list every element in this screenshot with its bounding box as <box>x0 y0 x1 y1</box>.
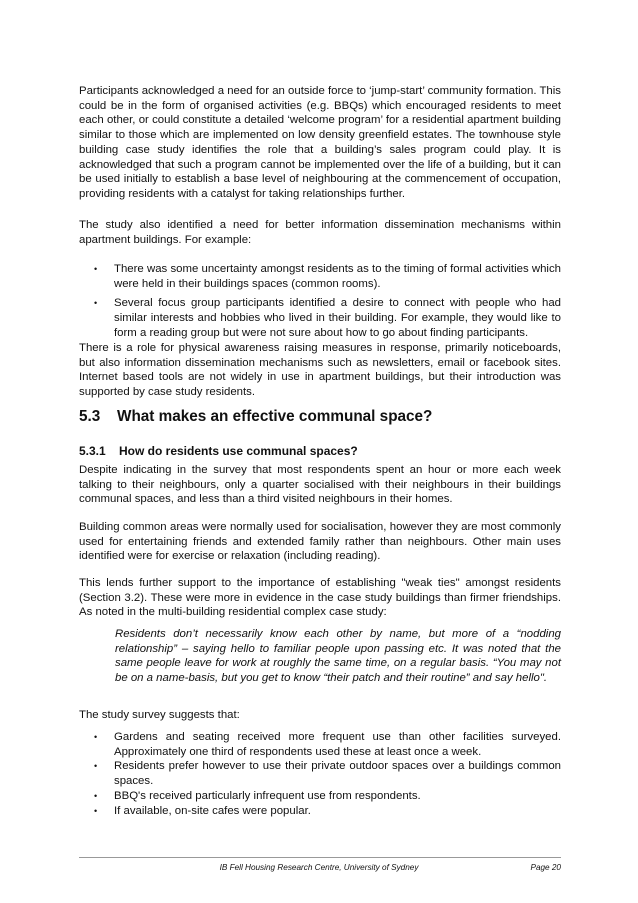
bullet-list-examples <box>79 262 561 341</box>
bullet-icon: • <box>94 298 98 309</box>
section-title: What makes an effective communal space? <box>117 408 433 425</box>
list-item-text: Residents prefer however to use their private outdoor spaces over a buildings common spaces. <box>114 760 561 788</box>
subsection-heading <box>79 444 358 458</box>
paragraph-text: There is a role for physical awareness raising measures in response, primarily noticeboards, but also information dissemination mechanisms such as newsletters, email or facebook sites. Internet based tools are not widely in use in apartment buildings, but their introduction was supported by case study residents. <box>79 342 561 399</box>
paragraph-common-areas <box>79 520 561 564</box>
paragraph-survey-suggests <box>79 708 561 723</box>
quote-text: Residents don’t necessarily know each other by name, but more of a “nodding relationship” – saying hello to familiar people upon passing etc. It was noted that the same people leave for work at roughly the same time, on a regular basis. “You may not be on a name-basis, but you get to know “their patch and their routine” and say hello". <box>115 628 561 685</box>
block-quote <box>115 627 561 686</box>
section-number: 5.3 <box>79 408 101 425</box>
subsection-title: How do residents use communal spaces? <box>119 444 358 458</box>
section-heading <box>79 408 432 426</box>
paragraph-text: The study survey suggests that: <box>79 709 240 721</box>
paragraph-information-dissemination <box>79 218 561 247</box>
list-item <box>79 262 561 291</box>
list-item-text: There was some uncertainty amongst residents as to the timing of formal activities which were held in their buildings spaces (common rooms). <box>114 263 561 290</box>
bullet-icon: • <box>94 732 98 742</box>
page-number: Page 20 <box>530 863 561 872</box>
bullet-icon: • <box>94 805 98 816</box>
list-item <box>79 296 561 340</box>
list-item <box>79 730 561 759</box>
list-item <box>79 804 561 819</box>
paragraph-text: The study also identified a need for better information dissemination mechanisms within apartment buildings. For example: <box>79 219 561 246</box>
paragraph-weak-ties <box>79 576 561 620</box>
paragraph-text: This lends further support to the importance of establishing "weak ties" amongst residents (Section 3.2). These were more in evidence in the case study buildings than firmer friendships. As noted in the multi-building residential complex case study: <box>79 577 561 619</box>
bullet-list-survey-results <box>79 730 561 818</box>
bullet-icon: • <box>94 761 98 772</box>
paragraph-text: Despite indicating in the survey that most respondents spent an hour or more each week talking to their neighbours, only a quarter socialised with their neighbours in their buildings communal spaces, and less than a third visited neighbours in their homes. <box>79 464 561 506</box>
paragraph-text: Building common areas were normally used for socialisation, however they are most commonly used for entertaining friends and extended family rather than neighbours. Other main uses identified were for exercise or relaxation (including reading). <box>79 521 561 563</box>
subsection-number: 5.3.1 <box>79 444 106 458</box>
paragraph-survey-findings <box>79 463 561 507</box>
list-item-text: Several focus group participants identified a desire to connect with people who had similar interests and hobbies who lived in their building. For example, they would like to form a reading group but were not sure about how to go about finding participants. <box>114 297 561 339</box>
footer-organization: IB Fell Housing Research Centre, University of Sydney <box>219 863 419 872</box>
bullet-icon: • <box>94 264 98 274</box>
paragraph-text: Participants acknowledged a need for an outside force to ‘jump-start’ community formation. This could be in the form of organised activities (e.g. BBQs) which encouraged residents to meet each other, or could constitute a detailed ‘welcome program’ for a residential apartment building similar to those which are implemented on low density greenfield estates. The townhouse style building case study identifies the role that a building’s sales program could play. It is acknowledged that such a program cannot be implemented over the life of a building, but it can be used initially to establish a base level of neighbouring at the commencement of occupation, providing residents with a catalyst for taking relationships further. <box>79 85 561 200</box>
list-item-text: BBQ's received particularly infrequent use from respondents. <box>114 789 421 802</box>
list-item <box>79 759 561 788</box>
paragraph-awareness-raising <box>79 341 561 400</box>
list-item <box>79 789 561 804</box>
footer-divider <box>79 857 561 858</box>
list-item-text: Gardens and seating received more frequent use than other facilities surveyed. Approximately one third of respondents used these at least once a week. <box>114 731 561 758</box>
list-item-text: If available, on-site cafes were popular. <box>114 804 311 817</box>
bullet-icon: • <box>94 790 98 801</box>
paragraph-community-formation <box>79 84 561 202</box>
